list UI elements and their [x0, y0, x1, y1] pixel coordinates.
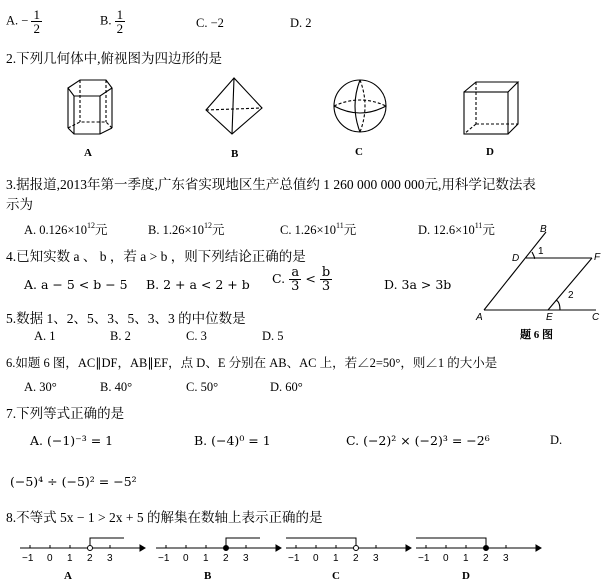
q3-option-b: B. $1.26\times 10^{12}$元	[148, 221, 225, 237]
q8-d-tick-neg1: −1	[418, 553, 430, 564]
q8-c-tick-3: 3	[373, 553, 379, 564]
q2-figure-b-pyramid	[200, 74, 270, 140]
q6-option-d: D. 60°	[270, 380, 303, 394]
q2-figure-d-cube	[460, 78, 524, 138]
q8-a-tick-2: 2	[87, 553, 93, 564]
q6-point-c: C	[592, 312, 600, 322]
q6-point-d: D	[512, 253, 520, 264]
q8-label-d: D	[462, 570, 470, 582]
q6-figure	[474, 222, 604, 322]
q4-option-d: D. 3a > 3b	[384, 277, 452, 292]
q6-point-a: A	[476, 312, 483, 322]
q6-point-f: F	[594, 252, 601, 263]
q2-figure-a-prism	[60, 76, 120, 138]
q8-numberline-b	[154, 534, 282, 564]
q2-label-c: C	[355, 146, 363, 158]
q8-label-c: C	[332, 570, 340, 582]
q7-option-b: B. (−4)⁰ = 1	[194, 433, 271, 448]
q4-stem: 4.已知实数 a 、 b ，若 a > b ，则下列结论正确的是	[6, 249, 306, 264]
q5-option-b: B. 2	[110, 329, 131, 343]
q5-option-a: A. 1	[34, 329, 56, 343]
q3-option-c: C. $1.26\times 10^{11}$元	[280, 221, 357, 237]
q7-option-a: A. (−1)⁻³ = 1	[30, 433, 114, 448]
q8-numberline-a	[18, 534, 146, 564]
q8-c-tick-0: 0	[313, 553, 319, 564]
q1-option-c: C. −2	[196, 16, 224, 30]
q7-stem: 7.下列等式正确的是	[6, 406, 125, 421]
q8-a-tick-0: 0	[47, 553, 53, 564]
q8-b-tick-0: 0	[183, 553, 189, 564]
q8-b-tick-2: 2	[223, 553, 229, 564]
q6-option-c: C. 50°	[186, 380, 219, 394]
q7-option-c: C. (−2)² × (−2)³ = −2⁶	[346, 433, 490, 448]
q3-stem-line2: 示为	[6, 197, 33, 212]
q6-stem: 6.如题 6 图，AC∥DF，AB∥EF，点 D、E 分别在 AB、AC 上，若∠2=50°，则∠1 的大小是	[6, 356, 498, 370]
q2-figure-c-sphere	[330, 76, 390, 136]
q1-option-a: A. − $\frac{1}{2}$	[6, 7, 40, 36]
q8-label-a: A	[64, 570, 72, 582]
q8-c-tick-2: 2	[353, 553, 359, 564]
q6-point-b: B	[540, 224, 547, 235]
q1-option-b: B. $\frac{1}{2}$	[100, 7, 124, 36]
q3-stem-line1: 3.据报道,2013年第一季度,广东省实现地区生产总值约 1 260 000 000 000元,用科学记数法表	[6, 177, 536, 192]
q8-numberline-d	[414, 534, 542, 564]
q3-option-a: A. $0.126\times 10^{12}$元	[24, 221, 108, 237]
q6-figure-caption: 题 6 图	[520, 329, 553, 341]
q8-b-tick-3: 3	[243, 553, 249, 564]
q2-stem: 2.下列几何体中,俯视图为四边形的是	[6, 51, 222, 66]
q5-stem: 5.数据 1、2、5、3、5、3、3 的中位数是	[6, 311, 246, 326]
q6-angle-1: 1	[538, 246, 544, 257]
q2-label-d: D	[486, 146, 494, 158]
q4-option-c: C. $\frac{a}{3}$ < $\frac{b}{3}$	[272, 265, 331, 294]
q8-a-tick-1: 1	[67, 553, 73, 564]
q6-option-b: B. 40°	[100, 380, 133, 394]
q8-label-b: B	[204, 570, 212, 582]
q8-b-tick-1: 1	[203, 553, 209, 564]
q6-option-a: A. 30°	[24, 380, 57, 394]
q3-option-d: D. $12.6\times 10^{11}$元	[418, 221, 495, 237]
q8-b-tick-neg1: −1	[158, 553, 170, 564]
q5-option-c: C. 3	[186, 329, 207, 343]
q7-option-d-expression: (−5)⁴ ÷ (−5)² = −5²	[10, 474, 137, 489]
q8-numberline-c	[284, 534, 412, 564]
q8-c-tick-neg1: −1	[288, 553, 300, 564]
q2-label-b: B	[231, 148, 239, 160]
q1-option-d: D. 2	[290, 16, 312, 30]
q8-d-tick-1: 1	[463, 553, 469, 564]
q2-label-a: A	[84, 147, 92, 159]
q6-point-e: E	[546, 312, 553, 322]
q7-option-d: D.	[550, 433, 563, 447]
q8-d-tick-3: 3	[503, 553, 509, 564]
q4-option-a: A. a − 5 < b − 5	[24, 277, 128, 292]
q8-d-tick-0: 0	[443, 553, 449, 564]
q8-c-tick-1: 1	[333, 553, 339, 564]
q4-option-b: B. 2 + a < 2 + b	[146, 277, 250, 292]
q5-option-d: D. 5	[262, 329, 284, 343]
q8-d-tick-2: 2	[483, 553, 489, 564]
q6-angle-2: 2	[568, 290, 574, 301]
q8-stem: 8.不等式 5x − 1 > 2x + 5 的解集在数轴上表示正确的是	[6, 510, 323, 525]
q8-a-tick-3: 3	[107, 553, 113, 564]
q8-a-tick-neg1: −1	[22, 553, 34, 564]
